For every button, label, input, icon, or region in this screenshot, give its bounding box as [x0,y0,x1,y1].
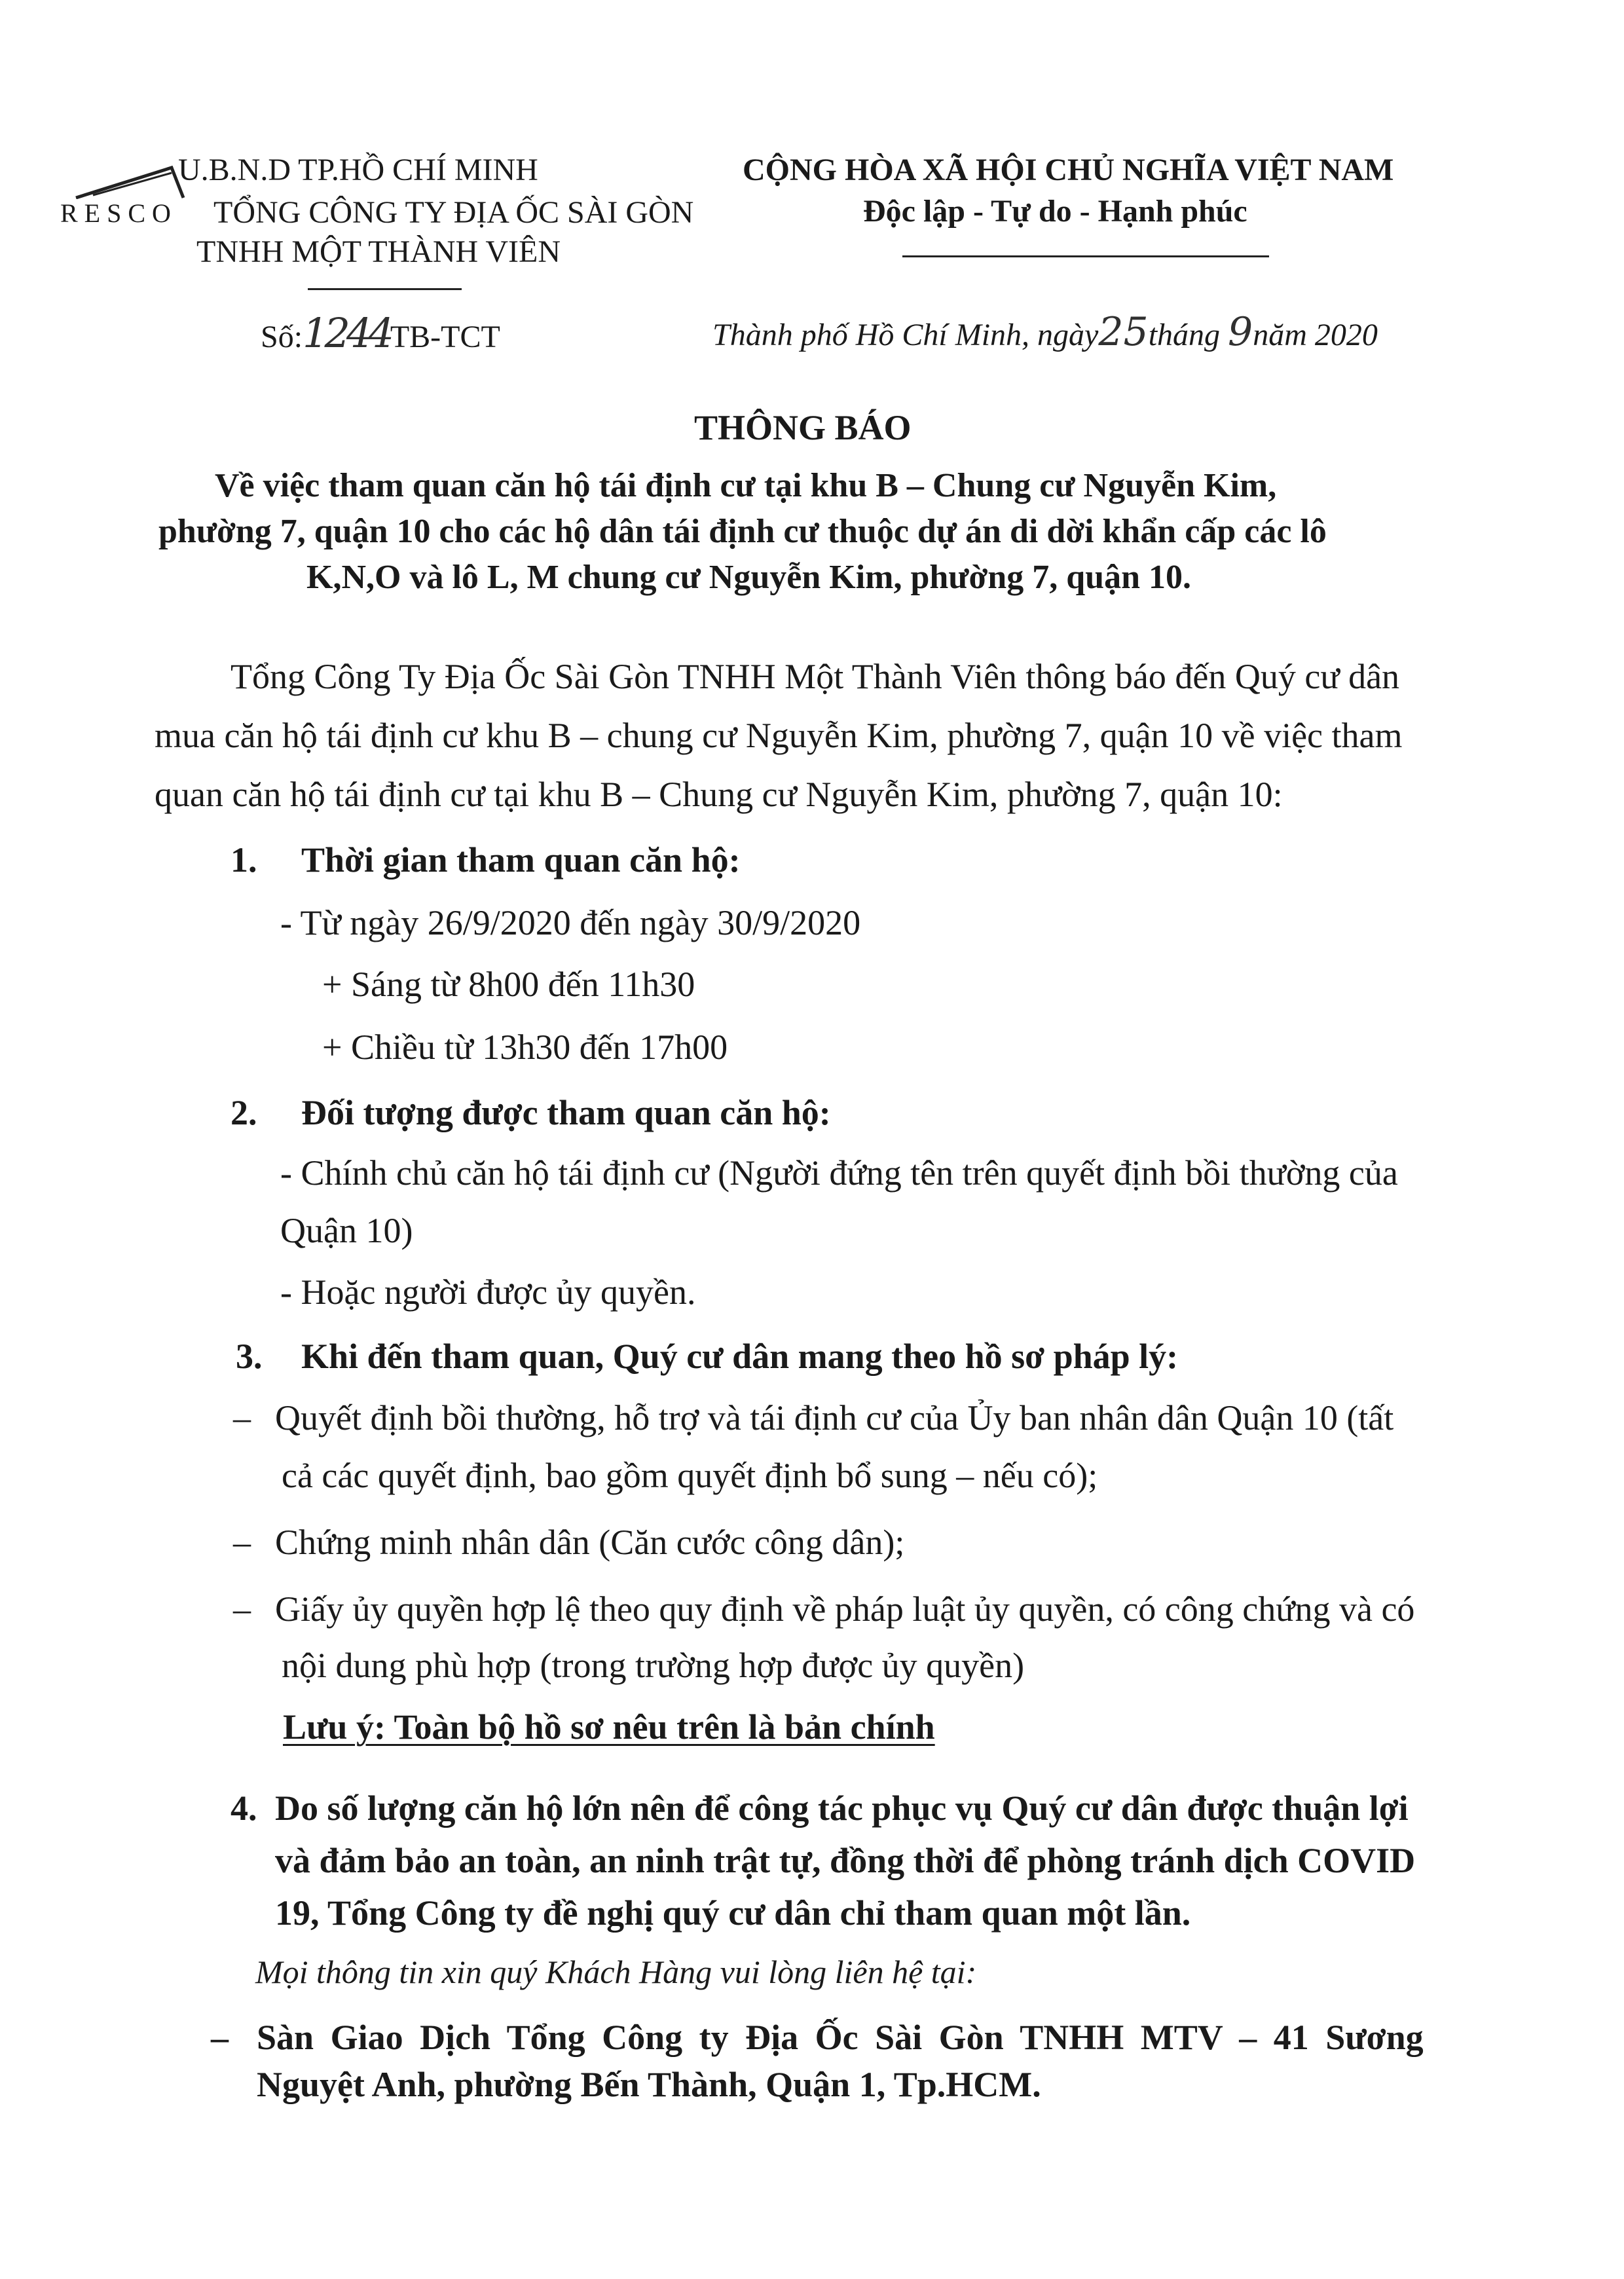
section-4-line-1: Do số lượng căn hộ lớn nên để công tác phục vụ Quý cư dân được thuận lợi [275,1788,1409,1828]
year-text: năm 2020 [1253,318,1378,352]
section-3-number: 3. [236,1337,263,1376]
list-dash: – [233,1398,251,1437]
month-word: tháng [1148,318,1221,352]
notice-subject-line-1: Về việc tham quan căn hộ tái định cư tại khu B – Chung cư Nguyễn Kim, [215,467,1277,504]
section-4-line-3: 19, Tổng Công ty đề nghị quý cư dân chỉ tham quan một lần. [275,1893,1191,1933]
document-power-of-attorney-line-1: Giấy ủy quyền hợp lệ theo quy định về pháp luật ủy quyền, có công chứng và có [275,1589,1415,1629]
list-dash: – [233,1523,251,1562]
place-date [712,309,1378,355]
intro-line-1: Tổng Công Ty Địa Ốc Sài Gòn TNHH Một Thành Viên thông báo đến Quý cư dân [231,657,1400,696]
national-motto: Độc lập - Tự do - Hạnh phúc [863,194,1247,229]
document-power-of-attorney-line-2: nội dung phù hợp (trong trường hợp được ủy quyền) [282,1646,1025,1685]
visit-date-range: - Từ ngày 26/9/2020 đến ngày 30/9/2020 [280,903,861,942]
ubnd-line: U.B.N.D TP.HỒ CHÍ MINH [178,153,538,187]
motto-underline [902,255,1269,257]
notice-subject-line-2: phường 7, quận 10 cho các hộ dân tái định cư thuộc dự án di dời khẩn cấp các lô [158,513,1327,550]
document-number [261,309,500,357]
document-compensation-decision-line-1: Quyết định bồi thường, hỗ trợ và tái định cư của Ủy ban nhân dân Quận 10 (tất [275,1398,1394,1437]
visit-morning-hours: + Sáng từ 8h00 đến 11h30 [322,965,695,1004]
contact-address-line-1: Sàn Giao Dịch Tổng Công ty Địa Ốc Sài Gòn TNHH MTV – 41 Sương [257,2018,1424,2057]
company-type-line: TNHH MỘT THÀNH VIÊN [196,234,561,269]
list-dash: – [211,2018,229,2057]
month-handwritten: 9 [1228,309,1253,355]
contact-intro: Mọi thông tin xin quý Khách Hàng vui lòng liên hệ tại: [255,1954,977,1990]
eligible-authorized: - Hoặc người được ủy quyền. [280,1272,696,1312]
section-2-number: 2. [231,1093,257,1132]
contact-address-line-2: Nguyệt Anh, phường Bến Thành, Quận 1, Tp.HCM. [257,2065,1041,2104]
section-2-heading: Đối tượng được tham quan căn hộ: [301,1093,831,1132]
document-compensation-decision-line-2: cả các quyết định, bao gồm quyết định bổ sung – nếu có); [282,1456,1098,1495]
section-1-heading: Thời gian tham quan căn hộ: [301,840,741,880]
doc-number-prefix: Số: [261,320,303,354]
notice-title: THÔNG BÁO [694,408,912,447]
originals-note: Lưu ý: Toàn bộ hồ sơ nêu trên là bản chính [283,1707,935,1747]
doc-number-suffix: TB-TCT [390,320,500,354]
national-title: CỘNG HÒA XÃ HỘI CHỦ NGHĨA VIỆT NAM [743,153,1394,187]
intro-line-3: quan căn hộ tái định cư tại khu B – Chung cư Nguyễn Kim, phường 7, quận 10: [155,775,1283,814]
section-4-number: 4. [231,1788,257,1828]
section-3-heading: Khi đến tham quan, Quý cư dân mang theo hồ sơ pháp lý: [301,1337,1179,1376]
list-dash: – [233,1589,251,1629]
section-1-number: 1. [231,840,257,880]
intro-line-2: mua căn hộ tái định cư khu B – chung cư Nguyễn Kim, phường 7, quận 10 về việc tham [155,716,1403,755]
left-header-underline [308,288,462,290]
doc-number-handwritten: 1244 [303,309,390,357]
eligible-owner-line-1: - Chính chủ căn hộ tái định cư (Người đứng tên trên quyết định bồi thường của [280,1153,1398,1193]
document-id-card: Chứng minh nhân dân (Căn cước công dân); [275,1523,905,1562]
eligible-owner-line-2: Quận 10) [280,1211,413,1250]
day-handwritten: 25 [1098,309,1149,355]
visit-afternoon-hours: + Chiều từ 13h30 đến 17h00 [322,1028,728,1067]
notice-subject-line-3: K,N,O và lô L, M chung cư Nguyễn Kim, phường 7, quận 10. [306,559,1191,596]
section-4-line-2: và đảm bảo an toàn, an ninh trật tự, đồng thời để phòng tránh dịch COVID [275,1841,1416,1880]
date-prefix: Thành phố Hồ Chí Minh, ngày [712,318,1099,352]
company-name-line: TỔNG CÔNG TY ĐỊA ỐC SÀI GÒN [213,195,694,230]
resco-logo-text: RESCO [60,198,177,228]
